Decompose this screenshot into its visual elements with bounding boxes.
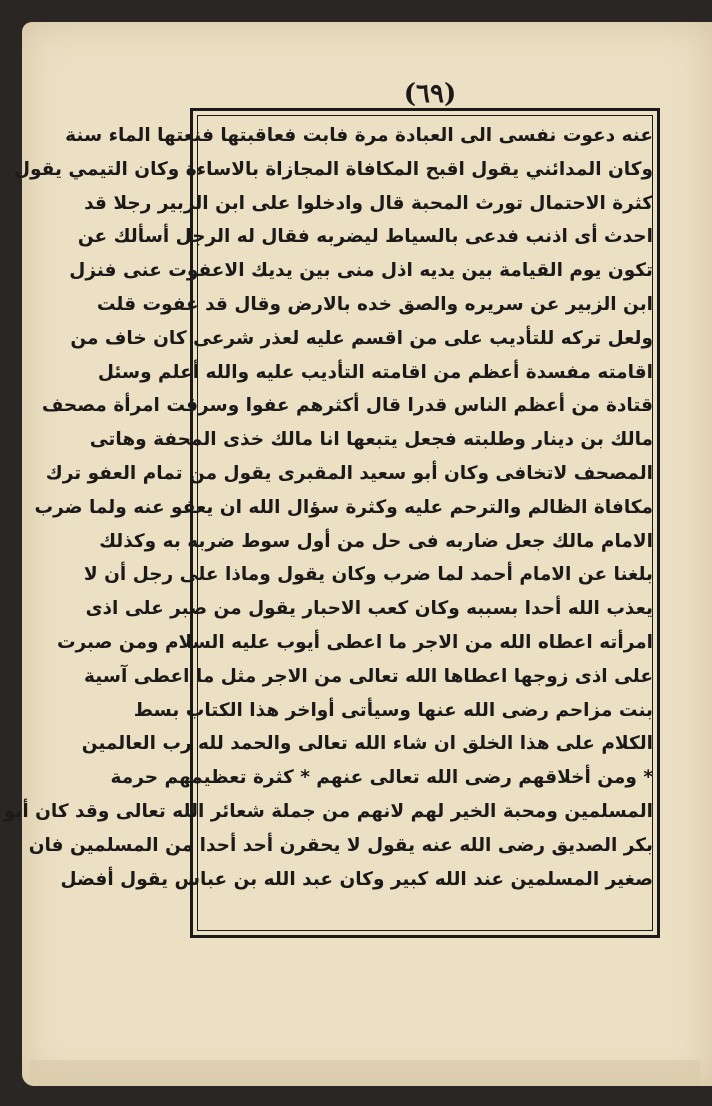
text-line-21: المسلمين ومحبة الخير لهم لانهم من جملة شعائر الله تعالى وقد كان أبو xyxy=(3,800,653,822)
text-line-15: يعذب الله أحدا بسببه وكان كعب الاحبار يقول من صبر على اذى xyxy=(85,598,653,620)
section-heading-line: * ومن أخلاقهم رضى الله تعالى عنهم * كثرة تعظيمهم حرمة xyxy=(110,767,653,789)
text-line-13: الامام مالك جعل ضاربه فى حل من أول سوط ضربه به وكذلك xyxy=(99,530,653,552)
text-line-1: عنه دعوت نفسى الى العبادة مرة فابت فعاقبتها فنعتها الماء سنة xyxy=(65,125,653,146)
text-line-9: قتادة من أعظم الناس قدرا قال أكثرهم عفوا وسرقت امرأة مصحف xyxy=(41,395,653,417)
text-line-18: بنت مزاحم رضى الله عنها وسيأتى أواخر هذا الكتاب بسط xyxy=(133,699,653,721)
text-line-6: ابن الزبير عن سريره والصق خده بالارض وقال قد عفوت قلت xyxy=(96,293,653,315)
text-line-5: تكون يوم القيامة بين يديه اذل منى بين يديك الاعفوت عنى فنزل xyxy=(69,260,653,282)
text-line-23: صغير المسلمين عند الله كبير وكان عبد الله بن عباس يقول أفضل xyxy=(60,868,653,890)
page-number: (٦٩) xyxy=(403,79,457,109)
text-line-16: امرأته اعطاه الله من الاجر ما اعطى أيوب عليه السلام ومن صبرت xyxy=(56,631,653,653)
text-line-14: بلغنا عن الامام أحمد لما ضرب وكان يقول وماذا على رجل أن لا xyxy=(83,564,653,586)
text-line-2: وكان المدائني يقول اقبح المكافاة المجازاة بالاساءة وكان التيمي يقول xyxy=(13,158,653,180)
text-line-7: ولعل تركه للتأديب على من اقسم عليه لعذر شرعى كان خاف من xyxy=(70,327,653,349)
text-line-8: اقامته مفسدة أعظم من اقامته التأديب عليه والله أعلم وسئل xyxy=(97,361,653,383)
text-line-19: الكلام على هذا الخلق ان شاء الله تعالى والحمد لله رب العالمين xyxy=(81,733,653,755)
text-line-22: بكر الصديق رضى الله عنه يقول لا يحقرن أحد أحدا من المسلمين فان xyxy=(28,834,653,856)
text-line-10: مالك بن دينار وطلبته فجعل يتبعها انا مالك خذى المحفة وهاتى xyxy=(89,429,653,451)
text-line-4: احدث أى اذنب فدعى بالسياط ليضربه فقال له الرجل أسألك عن xyxy=(77,226,653,248)
body-text xyxy=(3,119,653,931)
text-line-12: مكافاة الظالم والترحم عليه وكثرة سؤال الله ان يعفو عنه ولما ضرب xyxy=(34,496,653,518)
page-bottom-edge xyxy=(30,1060,700,1086)
text-line-11: المصحف لاتخافى وكان أبو سعيد المقبرى يقول من تمام العفو ترك xyxy=(45,462,653,484)
text-line-3: كثرة الاحتمال تورث المحبة قال وادخلوا على ابن الزبير رجلا قد xyxy=(84,192,653,214)
text-line-17: على اذى زوجها اعطاها الله تعالى من الاجر مثل ما اعطى آسية xyxy=(84,665,653,687)
